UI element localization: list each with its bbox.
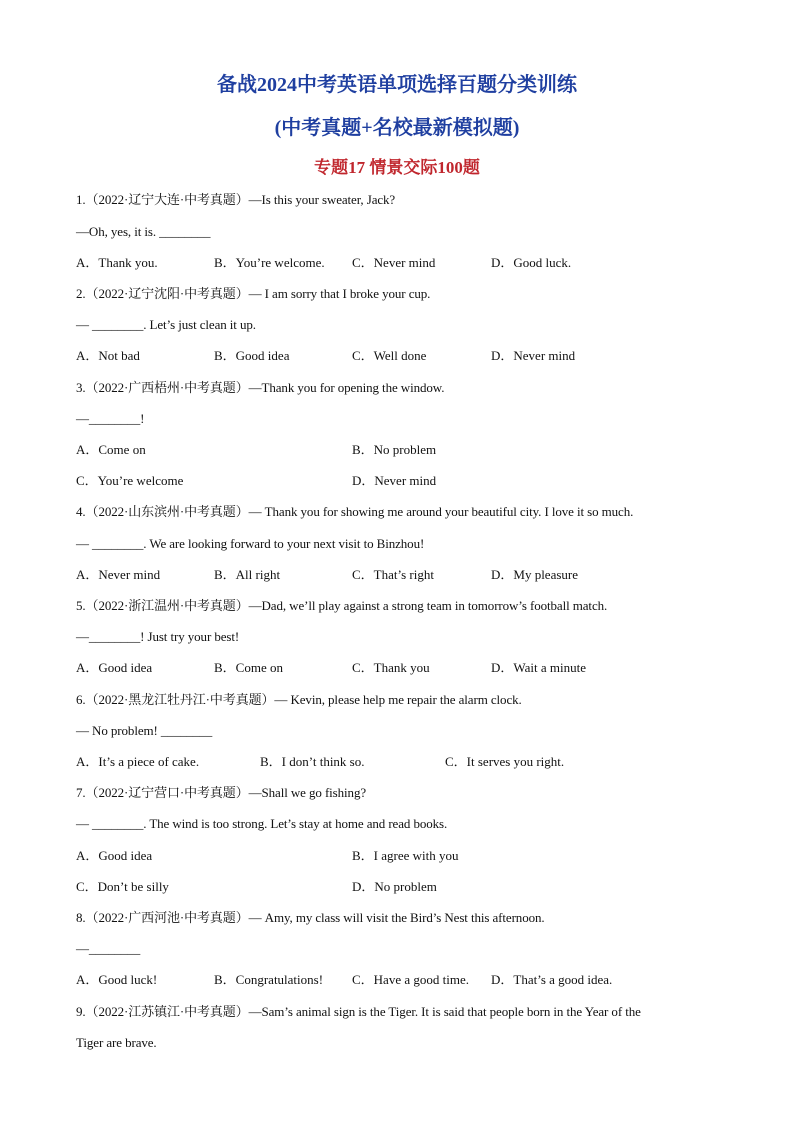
question-3-reply: —________! — [76, 411, 145, 426]
question-3-stem: 3.（2022·广西梧州·中考真题）—Thank you for opening the window. — [76, 380, 445, 395]
question-1-reply: —Oh, yes, it is. ________ — [76, 224, 211, 239]
question-1-option-b: B．You’re welcome. — [214, 255, 325, 270]
question-2-option-d: D．Never mind — [491, 348, 576, 363]
question-5-option-a: A．Good idea — [76, 660, 153, 675]
document-subtitle: (中考真题+名校最新模拟题) — [274, 117, 520, 139]
question-7-stem: 7.（2022·辽宁营口·中考真题）—Shall we go fishing? — [76, 785, 367, 800]
question-8-option-c: C．Have a good time. — [352, 972, 469, 987]
question-1-option-d: D．Good luck. — [491, 255, 572, 270]
question-8-reply: —________ — [76, 941, 141, 956]
question-1-option-a: A．Thank you. — [76, 255, 158, 270]
question-2-option-c: C．Well done — [352, 348, 427, 363]
question-5-option-b: B．Come on — [214, 660, 283, 675]
question-5-option-d: D．Wait a minute — [491, 660, 586, 675]
question-8-option-d: D．That’s a good idea. — [491, 972, 613, 987]
question-6-stem: 6.（2022·黑龙江牡丹江·中考真题）— Kevin, please help me repair the alarm clock. — [76, 692, 522, 707]
question-3-option-c: C．You’re welcome — [76, 473, 184, 488]
question-4-option-a: A．Never mind — [76, 567, 161, 582]
question-5-reply: —________! Just try your best! — [76, 629, 240, 644]
question-8-option-a: A．Good luck! — [76, 972, 158, 987]
question-2-option-a: A．Not bad — [76, 348, 140, 363]
question-3-option-d: D．Never mind — [352, 473, 437, 488]
question-8-option-b: B．Congratulations! — [214, 972, 324, 987]
question-1-stem: 1.（2022·辽宁大连·中考真题）—Is this your sweater, Jack? — [76, 192, 396, 207]
question-6-option-a: A．It’s a piece of cake. — [76, 754, 200, 769]
question-7-option-b: B．I agree with you — [352, 848, 459, 863]
topic-heading: 专题17 情景交际100题 — [314, 158, 480, 177]
question-4-option-b: B．All right — [214, 567, 281, 582]
question-7-reply: — ________. The wind is too strong. Let’s stay at home and read books. — [76, 816, 448, 831]
question-2-reply: — ________. Let’s just clean it up. — [76, 317, 256, 332]
question-3-option-b: B．No problem — [352, 442, 437, 457]
question-6-option-c: C．It serves you right. — [445, 754, 565, 769]
question-4-reply: — ________. We are looking forward to your next visit to Binzhou! — [76, 536, 425, 551]
question-9-stem: 9.（2022·江苏镇江·中考真题）—Sam’s animal sign is the Tiger. It is said that people born in the Year of the — [76, 1004, 641, 1019]
question-5-option-c: C．Thank you — [352, 660, 430, 675]
question-1-option-c: C．Never mind — [352, 255, 436, 270]
question-7-option-c: C．Don’t be silly — [76, 879, 169, 894]
question-4-stem: 4.（2022·山东滨州·中考真题）— Thank you for showing me around your beautiful city. I love it so much. — [76, 504, 634, 519]
question-9-stem-continued: Tiger are brave. — [76, 1035, 157, 1050]
question-6-reply: — No problem! ________ — [76, 723, 213, 738]
question-3-option-a: A．Come on — [76, 442, 146, 457]
question-6-option-b: B．I don’t think so. — [260, 754, 365, 769]
question-4-option-c: C．That’s right — [352, 567, 434, 582]
question-2-stem: 2.（2022·辽宁沈阳·中考真题）— I am sorry that I broke your cup. — [76, 286, 431, 301]
question-4-option-d: D．My pleasure — [491, 567, 579, 582]
document-title: 备战2024中考英语单项选择百题分类训练 — [217, 74, 577, 96]
question-7-option-a: A．Good idea — [76, 848, 153, 863]
question-5-stem: 5.（2022·浙江温州·中考真题）—Dad, we’ll play against a strong team in tomorrow’s football match. — [76, 598, 608, 613]
question-8-stem: 8.（2022·广西河池·中考真题）— Amy, my class will visit the Bird’s Nest this afternoon. — [76, 910, 545, 925]
question-7-option-d: D．No problem — [352, 879, 437, 894]
question-2-option-b: B．Good idea — [214, 348, 290, 363]
